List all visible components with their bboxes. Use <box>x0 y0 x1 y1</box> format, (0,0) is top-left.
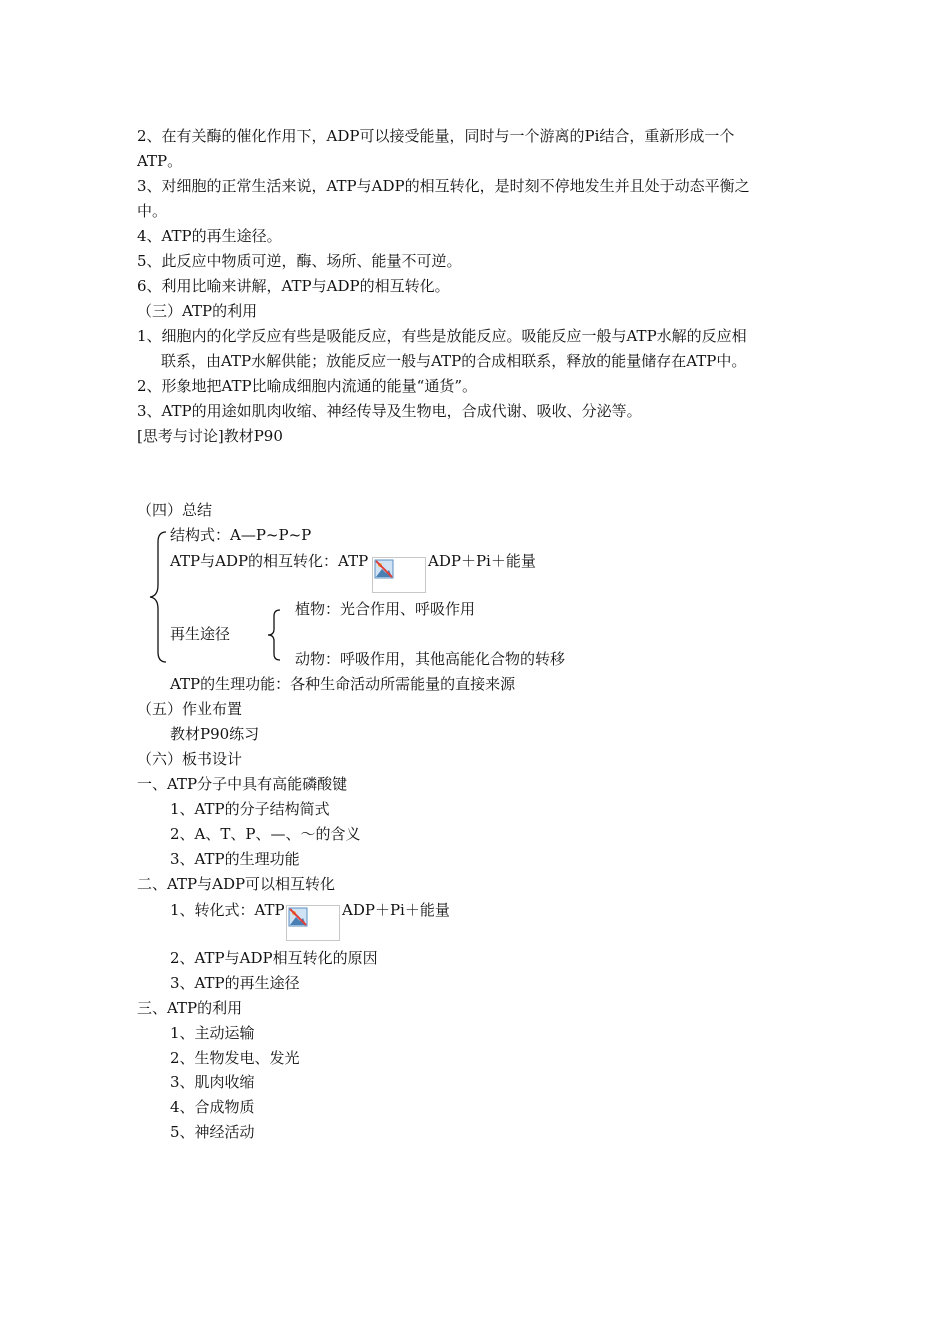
item-2-line-2: ATP。 <box>137 152 183 170</box>
section-three-heading: （三）ATP的利用 <box>137 302 258 320</box>
discussion-note: [思考与讨论]教材P90 <box>137 427 283 445</box>
item-3-line-1: 3、对细胞的正常生活来说，ATP与ADP的相互转化，是时刻不停地发生并且处于动态平衡之 <box>137 177 750 195</box>
board-part-1-item: 2、A、T、P、—、～的含义 <box>170 825 361 843</box>
physiological-function: ATP的生理功能：各种生命活动所需能量的直接来源 <box>170 675 516 693</box>
board-part-2-item-1-left: 1、转化式：ATP <box>170 901 285 919</box>
regen-label: 再生途径 <box>170 625 231 643</box>
board-part-1: 一、ATP分子中具有高能磷酸键 <box>137 775 348 793</box>
item-3-line-2: 中。 <box>137 202 168 220</box>
board-part-2: 二、ATP与ADP可以相互转化 <box>137 875 336 893</box>
homework-text: 教材P90练习 <box>170 725 260 743</box>
board-part-3-item: 4、合成物质 <box>170 1098 255 1116</box>
board-part-2-item-1-right: ADP＋Pi＋能量 <box>342 901 450 919</box>
section-three-item-2: 2、形象地把ATP比喻成细胞内流通的能量“通货”。 <box>137 377 477 395</box>
board-part-3-item: 2、生物发电、发光 <box>170 1049 300 1067</box>
homework-heading: （五）作业布置 <box>137 700 243 718</box>
section-three-item-1-line-1: 1、细胞内的化学反应有些是吸能反应，有些是放能反应。吸能反应一般与ATP水解的反应相 <box>137 327 747 345</box>
item-5: 5、此反应中物质可逆，酶、场所、能量不可逆。 <box>137 252 462 270</box>
item-4: 4、ATP的再生途径。 <box>137 227 282 245</box>
board-part-3-item: 1、主动运输 <box>170 1024 255 1042</box>
board-part-2-item: 2、ATP与ADP相互转化的原因 <box>170 949 378 967</box>
board-part-1-item: 3、ATP的生理功能 <box>170 850 300 868</box>
item-6: 6、利用比喻来讲解，ATP与ADP的相互转化。 <box>137 277 450 295</box>
conversion-label: ATP与ADP的相互转化：ATP <box>170 552 369 570</box>
summary-left-brace <box>146 530 170 664</box>
board-part-3: 三、ATP的利用 <box>137 999 243 1017</box>
regen-brace <box>264 608 284 662</box>
section-three-item-3: 3、ATP的用途如肌肉收缩、神经传导及生物电，合成代谢、吸收、分泌等。 <box>137 402 642 420</box>
regen-plants: 植物：光合作用、呼吸作用 <box>295 600 476 618</box>
item-2-line-1: 2、在有关酶的催化作用下，ADP可以接受能量，同时与一个游离的Pi结合，重新形成一个 <box>137 127 735 145</box>
section-three-item-1-line-2: 联系，由ATP水解供能；放能反应一般与ATP的合成相联系，释放的能量储存在ATP中。 <box>161 352 747 370</box>
conversion-right: ADP＋Pi＋能量 <box>428 552 536 570</box>
board-part-3-item: 5、神经活动 <box>170 1123 255 1141</box>
broken-image-icon <box>372 557 426 593</box>
board-part-2-item: 3、ATP的再生途径 <box>170 974 300 992</box>
board-heading: （六）板书设计 <box>137 750 243 768</box>
structure-formula: 结构式：A—P~P~P <box>170 526 312 544</box>
broken-image-icon <box>286 905 340 941</box>
board-part-1-item: 1、ATP的分子结构简式 <box>170 800 330 818</box>
summary-heading: （四）总结 <box>137 501 213 519</box>
board-part-3-item: 3、肌肉收缩 <box>170 1073 255 1091</box>
regen-animals: 动物：呼吸作用，其他高能化合物的转移 <box>295 650 566 668</box>
